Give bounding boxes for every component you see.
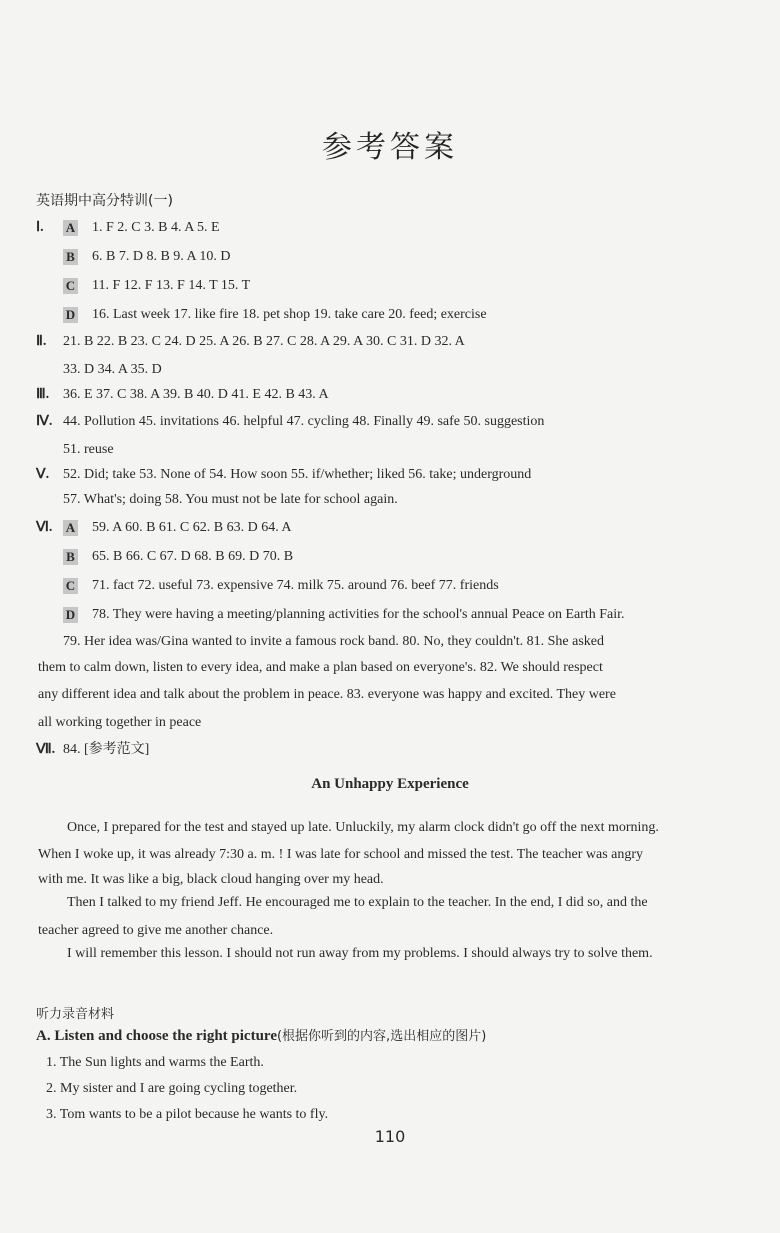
part6-a-answers: 59. A 60. B 61. C 62. B 63. D 64. A xyxy=(92,520,292,535)
part5-line2: 57. What's; doing 58. You must not be late for school again. xyxy=(63,492,398,507)
listening-sub-bold: A. Listen and choose the right picture xyxy=(36,1028,277,1044)
page-title: 参考答案 xyxy=(322,130,458,165)
part6-line-2: any different idea and talk about the problem in peace. 83. everyone was happy and excited. They were xyxy=(38,687,616,702)
essay-line-0: Once, I prepared for the test and stayed up late. Unluckily, my alarm clock didn't go off the next morning. xyxy=(67,820,659,835)
part1-roman: Ⅰ. xyxy=(36,220,44,235)
part1-a-box: A xyxy=(63,220,78,236)
part6-line-1: them to calm down, listen to every idea, and make a plan based on everyone's. 82. We should respect xyxy=(38,660,603,675)
part4-line2: 51. reuse xyxy=(63,442,114,457)
part6-d-answers: 78. They were having a meeting/planning activities for the school's annual Peace on Earth Fair. xyxy=(92,607,625,622)
part6-c-answers: 71. fact 72. useful 73. expensive 74. milk 75. around 76. beef 77. friends xyxy=(92,578,499,593)
part1-c-answers: 11. F 12. F 13. F 14. T 15. T xyxy=(92,278,251,293)
essay-line-5: I will remember this lesson. I should not run away from my problems. I should always try to solve them. xyxy=(67,946,653,961)
listening-item-0: 1. The Sun lights and warms the Earth. xyxy=(46,1055,264,1070)
listening-sub-cn: (根据你听到的内容,选出相应的图片) xyxy=(276,1029,487,1044)
part1-d-answers: 16. Last week 17. like fire 18. pet shop 19. take care 20. feed; exercise xyxy=(92,307,487,322)
part6-a-box: A xyxy=(63,520,78,536)
part2-roman: Ⅱ. xyxy=(36,334,47,349)
part6-b-box: B xyxy=(63,549,78,565)
part1-a-answers: 1. F 2. C 3. B 4. A 5. E xyxy=(92,220,220,235)
essay-line-4: teacher agreed to give me another chance. xyxy=(38,923,274,938)
part5-line1: 52. Did; take 53. None of 54. How soon 55. if/whether; liked 56. take; underground xyxy=(63,467,532,482)
part4-roman: Ⅳ. xyxy=(36,414,53,429)
part1-c-box: C xyxy=(63,278,78,294)
part6-b-answers: 65. B 66. C 67. D 68. B 69. D 70. B xyxy=(92,549,294,564)
part7-line1: 84. [参考范文] xyxy=(63,742,150,757)
part6-c-box: C xyxy=(63,578,78,594)
part1-b-box: B xyxy=(63,249,78,265)
part7-roman: Ⅶ. xyxy=(36,742,56,757)
essay-title: An Unhappy Experience xyxy=(311,776,469,792)
page-number: 110 xyxy=(374,1127,406,1146)
part3-roman: Ⅲ. xyxy=(36,387,50,402)
part5-roman: Ⅴ. xyxy=(36,467,50,482)
part1-b-answers: 6. B 7. D 8. B 9. A 10. D xyxy=(92,249,231,264)
part2-line1: 21. B 22. B 23. C 24. D 25. A 26. B 27. C 28. A 29. A 30. C 31. D 32. A xyxy=(63,334,465,349)
part6-line-3: all working together in peace xyxy=(38,715,202,730)
part2-line2: 33. D 34. A 35. D xyxy=(63,362,162,377)
essay-line-1: When I woke up, it was already 7:30 a. m. ! I was late for school and missed the test. The teacher was angry xyxy=(38,847,644,862)
part6-line-0: 79. Her idea was/Gina wanted to invite a famous rock band. 80. No, they couldn't. 81. She asked xyxy=(63,634,605,649)
listening-item-1: 2. My sister and I are going cycling together. xyxy=(46,1081,298,1096)
part3-line1: 36. E 37. C 38. A 39. B 40. D 41. E 42. B 43. A xyxy=(63,387,329,402)
part1-d-box: D xyxy=(63,307,78,323)
part4-line1: 44. Pollution 45. invitations 46. helpful 47. cycling 48. Finally 49. safe 50. suggestion xyxy=(63,414,545,429)
part6-roman: Ⅵ. xyxy=(36,520,53,535)
listening-subheading xyxy=(36,1025,486,1045)
essay-line-3: Then I talked to my friend Jeff. He encouraged me to explain to the teacher. In the end, I did so, and the xyxy=(67,895,648,910)
essay-line-2: with me. It was like a big, black cloud hanging over my head. xyxy=(38,872,384,887)
section-title: 英语期中高分特训(一) xyxy=(36,193,173,209)
listening-item-2: 3. Tom wants to be a pilot because he wants to fly. xyxy=(46,1107,329,1122)
listening-heading: 听力录音材料 xyxy=(36,1007,115,1022)
part6-d-box: D xyxy=(63,607,78,623)
